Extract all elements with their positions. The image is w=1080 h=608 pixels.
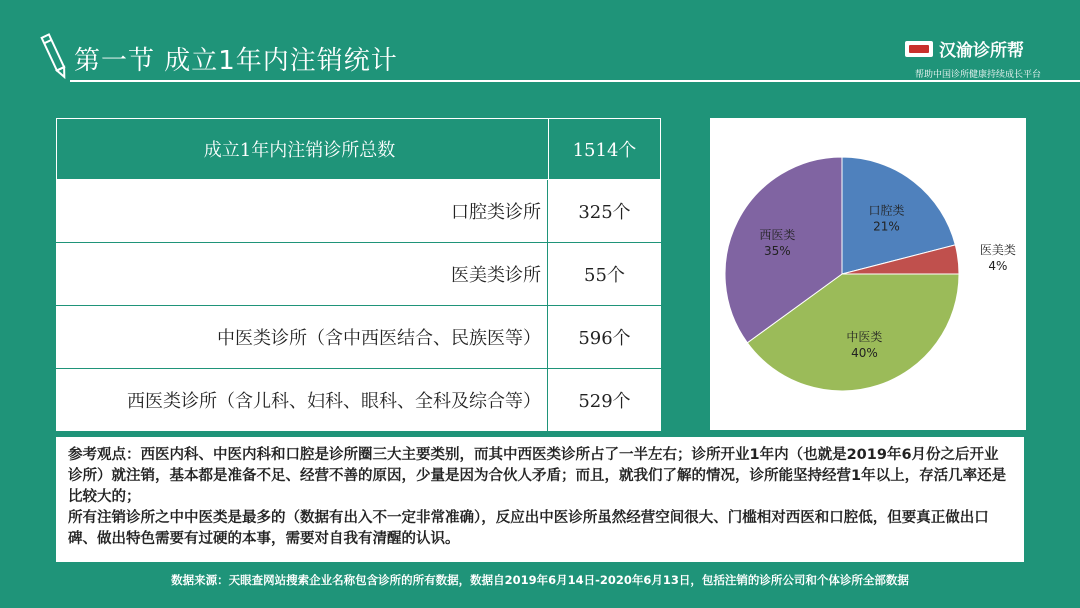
logo-badge-icon bbox=[905, 41, 933, 57]
table-row-value: 596个 bbox=[578, 328, 631, 349]
table-header-value: 1514个 bbox=[572, 140, 637, 161]
table-header-label: 成立1年内注销诊所总数 bbox=[57, 119, 549, 179]
page-title: 第一节 成立1年内注销统计 bbox=[74, 46, 398, 76]
notes-paragraph-1: 参考观点：西医内科、中医内科和口腔是诊所圈三大主要类别，而其中西医类诊所占了一半左右；诊所开业1年内（也就是2019年6月份之后开业诊所）就注销，基本都是准备不足、经营不善的原因，少量是因为合伙人矛盾；而且，就我们了解的情况，诊所能坚持经营1年以上，存活几率还是比较大的； bbox=[68, 447, 1007, 505]
data-source-footer: 数据来源：天眼查网站搜索企业名称包含诊所的所有数据，数据自2019年6月14日-2020年6月13日，包括注销的诊所公司和个体诊所全部数据 bbox=[171, 573, 909, 587]
table-row-label: 医美类诊所 bbox=[56, 243, 548, 305]
pie-chart bbox=[710, 118, 1026, 430]
table-row-value: 55个 bbox=[584, 265, 625, 286]
table-row bbox=[56, 180, 661, 243]
pie-slice-name-label: 口腔类 bbox=[868, 203, 905, 218]
table-row-value: 325个 bbox=[578, 202, 631, 223]
notes-panel bbox=[56, 437, 1024, 562]
pie-slice-name-label: 中医类 bbox=[846, 329, 883, 344]
closure-stats-table bbox=[56, 118, 661, 431]
table-row-label: 口腔类诊所 bbox=[56, 180, 548, 242]
table-row-label: 西医类诊所（含儿科、妇科、眼科、全科及综合等） bbox=[56, 369, 548, 431]
pie-slice-name-label: 西医类 bbox=[759, 228, 796, 243]
table-row-label: 中医类诊所（含中西医结合、民族医等） bbox=[56, 306, 548, 368]
table-row bbox=[56, 369, 661, 431]
notes-paragraph-2: 所有注销诊所之中中医类是最多的（数据有出入不一定非常准确），反应出中医诊所虽然经营空间很大、门槛相对西医和口腔低，但要真正做出口碑、做出特色需要有过硬的本事，需要对自我有清醒的认识。 bbox=[68, 510, 989, 547]
pie-slice-name-label: 医美类 bbox=[979, 242, 1016, 257]
pie-slice-percent-label: 21% bbox=[873, 219, 900, 234]
pen-icon bbox=[40, 32, 70, 82]
table-header-row bbox=[56, 118, 661, 180]
table-row bbox=[56, 306, 661, 369]
title-divider bbox=[70, 80, 1080, 82]
pie-slice-percent-label: 4% bbox=[988, 258, 1008, 273]
brand-logo bbox=[905, 36, 1055, 80]
logo-slogan: 帮助中国诊所健康持续成长平台 bbox=[915, 70, 1042, 80]
pie-chart-panel bbox=[710, 118, 1026, 430]
pie-slice-percent-label: 35% bbox=[764, 244, 791, 259]
logo-name: 汉渝诊所帮 bbox=[939, 41, 1024, 61]
pie-slice-percent-label: 40% bbox=[851, 345, 878, 360]
table-row-value: 529个 bbox=[578, 391, 631, 412]
table-row bbox=[56, 243, 661, 306]
